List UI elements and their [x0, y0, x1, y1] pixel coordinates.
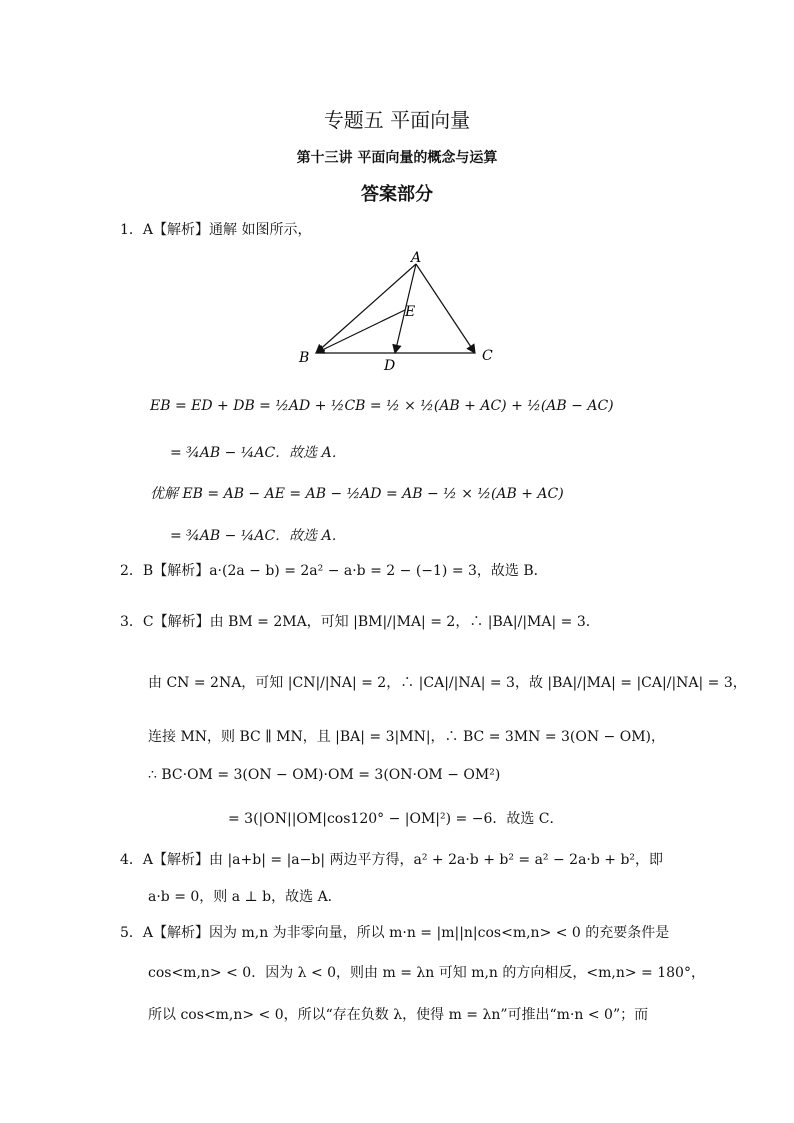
segment-eb — [316, 310, 405, 353]
q1-line1: EB = ED + DB = ½AD + ½CB = ½ × ½(AB + AC) + ½(AB − AC) — [150, 398, 614, 414]
lecture-title: 第十三讲 平面向量的概念与运算 — [296, 150, 498, 166]
q5-line2: cos<m,n> < 0．因为 λ < 0，则由 m = λn 可知 m,n 的方向相反，<m,n> = 180°， — [148, 965, 705, 981]
segment-ab — [316, 264, 416, 353]
q4-line1: 4．A【解析】由 |a+b| = |a−b| 两边平方得，a² + 2a·b + b² = a² − 2a·b + b²，即 — [120, 852, 664, 868]
q2-text: 2．B【解析】a·(2a − b) = 2a² − a·b = 2 − (−1) = 3，故选 B． — [120, 563, 548, 579]
answer-heading: 答案部分 — [361, 184, 433, 205]
q3-line5: = 3(|ON||OM|cos120° − |OM|²) = −6．故选 C． — [228, 811, 564, 827]
segment-ac — [416, 264, 475, 353]
document-title: 专题五 平面向量 — [323, 108, 471, 132]
label-d: D — [384, 358, 396, 374]
q1-line2: = ¾AB − ¼AC．故选 A． — [170, 445, 346, 461]
label-e: E — [405, 304, 416, 320]
q4-line2: a·b = 0，则 a ⊥ b，故选 A． — [148, 889, 342, 905]
q1-line3: 优解 EB = AB − AE = AB − ½AD = AB − ½ × ½(AB + AC) — [150, 486, 564, 502]
q1-intro: 1．A【解析】通解 如图所示， — [120, 222, 312, 238]
q3-line3: 连接 MN，则 BC ∥ MN，且 |BA| = 3|MN|，∴ BC = 3MN = 3(ON − OM)， — [148, 729, 666, 745]
label-b: B — [299, 350, 310, 366]
q5-line3: 所以 cos<m,n> < 0，所以“存在负数 λ，使得 m = λn”可推出“m·n < 0”；而 — [148, 1007, 649, 1023]
triangle-figure — [290, 250, 510, 380]
q5-line1: 5．A【解析】因为 m,n 为非零向量，所以 m·n = |m||n|cos<m,n> < 0 的充要条件是 — [120, 925, 670, 941]
label-c: C — [482, 348, 493, 364]
q3-line4: ∴ BC·OM = 3(ON − OM)·OM = 3(ON·OM − OM²) — [148, 767, 501, 783]
q3-line2: 由 CN = 2NA，可知 |CN|/|NA| = 2，∴ |CA|/|NA| = 3，故 |BA|/|MA| = |CA|/|NA| = 3， — [148, 675, 747, 691]
q1-line4: = ¾AB − ¼AC．故选 A． — [170, 528, 346, 544]
label-a: A — [411, 250, 422, 266]
q3-line1: 3．C【解析】由 BM = 2MA，可知 |BM|/|MA| = 2，∴ |BA|/|MA| = 3． — [120, 614, 600, 630]
